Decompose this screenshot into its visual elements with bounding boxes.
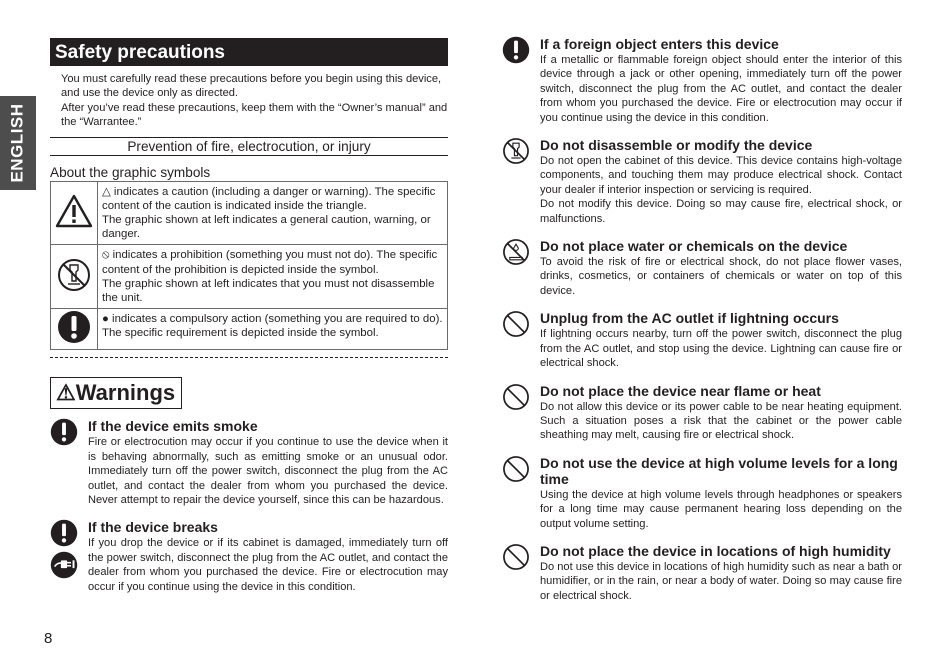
no-water-icon [502, 238, 530, 266]
prohibition-icon [502, 383, 530, 411]
language-tab-label: ENGLISH [8, 103, 27, 183]
intro-text [61, 72, 448, 130]
compulsory-action-icon [51, 309, 98, 350]
warning-item [502, 455, 902, 531]
no-disassemble-icon [502, 137, 530, 165]
warnings-title: ⚠Warnings [50, 377, 182, 409]
caution-triangle-icon [51, 181, 98, 245]
warning-text: To avoid the risk of fire or electrical shock, do not place flower vases, drinks, cosmetics, or containers of chemicals or water on top of this device. [540, 256, 902, 297]
warning-title: Do not place water or chemicals on the device [540, 238, 848, 255]
warning-title: Do not disassemble or modify the device [540, 137, 813, 154]
warning-title: If the device breaks [88, 519, 218, 536]
warning-text: If you drop the device or if its cabinet is damaged, immediately turn off the power switch, disconnect the plug from the AC outlet, and contact the dealer from whom you purchased the device. Fire or electrocution may occur if you continue using the device in this condition. [88, 537, 448, 593]
warning-item [502, 310, 902, 370]
warning-item [502, 36, 902, 125]
right-column [502, 36, 902, 603]
unplug-icon [50, 551, 78, 579]
warning-item [50, 519, 448, 594]
warning-title: If the device emits smoke [88, 418, 258, 435]
warning-title: Do not use the device at high volume levels for a long time [540, 454, 898, 487]
intro-paragraph: After you’ve read these precautions, keep them with the “Owner’s manual” and the “Warrantee.” [61, 101, 448, 129]
warning-item [502, 238, 902, 298]
no-disassemble-icon [51, 245, 98, 309]
prohibition-icon [502, 455, 530, 483]
warning-text: If a metallic or flammable foreign object should enter the interior of this device through a jack or other opening, immediately turn off the power switch, disconnect the plug from the AC outlet, and contact the dealer from whom you purchased the device. Fire or electrocution may occur if you continue using the device in this condition. [540, 54, 902, 124]
symbol-description: △ indicates a caution (including a danger or warning). The specific content of the caution is indicated inside the triangle. The graphic shown at left indicates a general caution, warning, or danger. [98, 181, 448, 245]
table-row [51, 245, 448, 309]
warning-title: If a foreign object enters this device [540, 36, 779, 52]
compulsory-action-icon [50, 418, 78, 446]
warning-item [502, 137, 902, 226]
language-tab [0, 96, 36, 190]
compulsory-action-icon [502, 36, 530, 64]
left-column [50, 38, 448, 594]
warning-text: Do not open the cabinet of this device. This device contains high-voltage components, and touching them may produce electrical shock. Contact your dealer if interior inspection or servicing is required. [540, 155, 902, 196]
page-number: 8 [44, 630, 53, 647]
symbol-description: ● indicates a compulsory action (something you are required to do). The specific requirement is depicted inside the symbol. [98, 309, 448, 350]
intro-paragraph: You must carefully read these precautions before you begin using this device, and use the device only as directed. [61, 73, 442, 100]
section-title: Safety precautions [50, 38, 448, 66]
warning-text: Do not allow this device or its power cable to be near heating equipment. Such a situation poses a risk that the cabinet or the power cable sheathing may melt, causing fire or electrical shock. [540, 400, 902, 442]
warning-title: Unplug from the AC outlet if lightning occurs [540, 310, 839, 327]
table-row [51, 309, 448, 350]
subsection-banner: Prevention of fire, electrocution, or injury [50, 137, 448, 156]
table-row [51, 181, 448, 245]
prohibition-icon [502, 543, 530, 571]
symbol-description: ⦸ indicates a prohibition (something you must not do). The specific content of the prohibition is depicted inside the symbol. The graphic shown at left indicates that you must not disassemble the unit. [98, 245, 448, 309]
warning-title: Do not place the device near flame or heat [540, 382, 821, 399]
warning-item [502, 383, 902, 443]
warning-item [50, 418, 448, 507]
warning-text: Do not modify this device. Doing so may cause fire, electrical shock, or malfunctions. [540, 198, 902, 225]
compulsory-action-icon [50, 519, 78, 547]
warning-title: Do not place the device in locations of high humidity [540, 542, 891, 559]
warning-text: If lightning occurs nearby, turn off the power switch, disconnect the plug from the AC outlet, and stop using the device. Lightning can cause fire or electrical shock. [540, 328, 902, 370]
warning-item [502, 543, 902, 603]
warning-text: Fire or electrocution may occur if you continue to use the device when it is behaving abnormally, such as emitting smoke or an unusual odor. Immediately turn off the power switch, disconnect the plug from the AC outlet, and contact the dealer from whom you purchased the device. Never attempt to repair the device yourself, since this can be hazardous. [88, 436, 448, 507]
symbols-heading: About the graphic symbols [50, 164, 211, 180]
symbols-table [50, 181, 448, 351]
dashed-divider [50, 357, 448, 358]
warning-text: Do not use this device in locations of high humidity such as near a bath or humidifier, or in the rain, or near a body of water. Doing so may cause fire or electrical shock. [540, 560, 902, 602]
prohibition-icon [502, 310, 530, 338]
warning-text: Using the device at high volume levels through headphones or speakers for a long time may cause permanent hearing loss depending on the output volume setting. [540, 488, 902, 530]
